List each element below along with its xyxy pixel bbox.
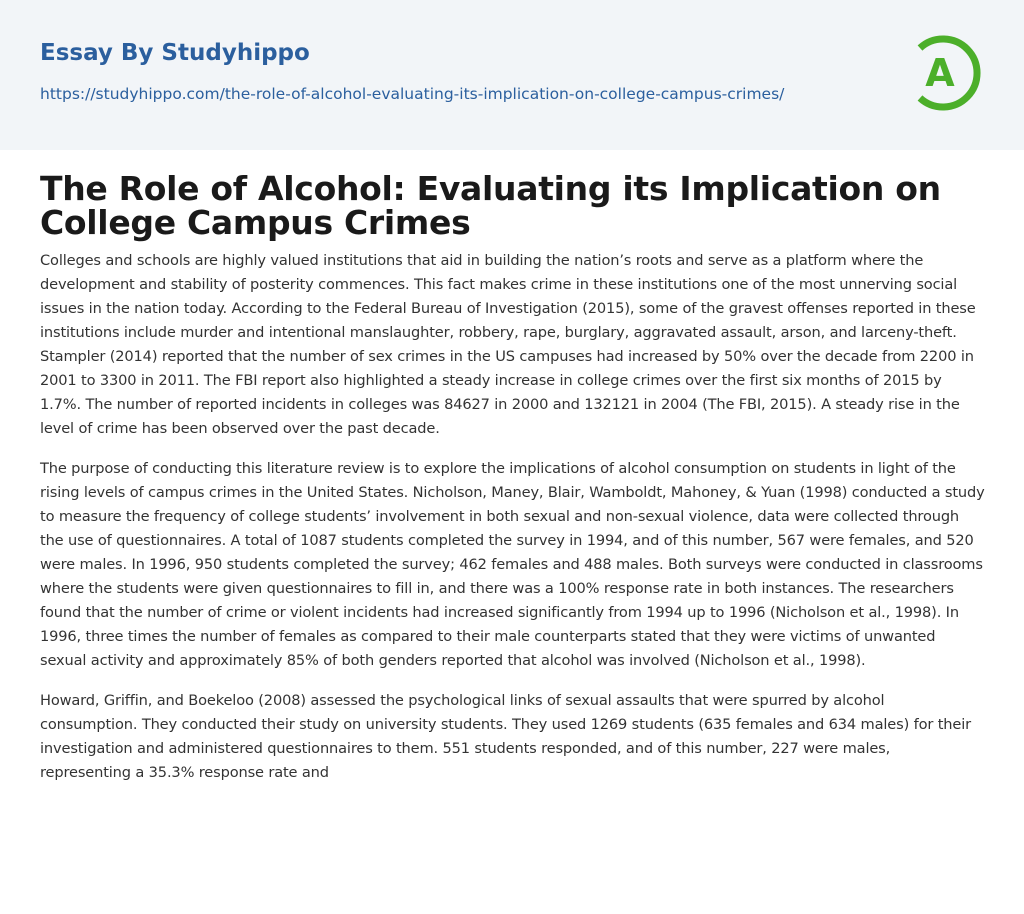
article-paragraph: Howard, Griffin, and Boekeloo (2008) assessed the psychological links of sexual assaults that were spurred by alcohol consumption. They conducted their study on university students. They used 1269 students (635 females and 634 males) for their investigation and administered questionnaires to them. 551 students responded, and of this number, 227 were males, representing a 35.3% response rate and [40,692,971,781]
logo-letter: A [925,51,955,95]
article-title: The Role of Alcohol: Evaluating its Implication on College Campus Crimes [40,169,941,242]
site-brand[interactable]: Essay By Studyhippo [40,40,310,66]
article-body [40,249,985,801]
article-paragraph: Colleges and schools are highly valued institutions that aid in building the nation’s roots and serve as a platform where the development and stability of posterity commences. This fact makes crime in these institutions one of the most unnerving social issues in the nation today. According to the Federal Bureau of Investigation (2015), some of the gravest offenses reported in these institutions include murder and intentional manslaughter, robbery, rape, burglary, aggravated assault, arson, and larceny-theft. Stampler (2014) reported that the number of sex crimes in the US campuses had increased by 50% over the decade from 2200 in 2001 to 3300 in 2011. The FBI report also highlighted a steady increase in college crimes over the first six months of 2015 by 1.7%. The number of reported incidents in colleges was 84627 in 2000 and 132121 in 2004 (The FBI, 2015). A steady rise in the level of crime has been observed over the past decade. [40,252,976,437]
article-url-link[interactable]: https://studyhippo.com/the-role-of-alcohol-evaluating-its-implication-on-college-campus-crimes/ [40,85,785,103]
studyhippo-logo-icon[interactable] [912,30,986,116]
article-paragraph: The purpose of conducting this literature review is to explore the implications of alcohol consumption on students in light of the rising levels of campus crimes in the United States. Nicholson, Maney, Blair, Wamboldt, Mahoney, & Yuan (1998) conducted a study to measure the frequency of college students’ involvement in both sexual and non-sexual violence, data were collected through the use of questionnaires. A total of 1087 students completed the survey in 1994, and of this number, 567 were females, and 520 were males. In 1996, 950 students completed the survey; 462 females and 488 males. Both surveys were conducted in classrooms where the students were given questionnaires to fill in, and there was a 100% response rate in both instances. The researchers found that the number of crime or violent incidents had increased significantly from 1994 up to 1996 (Nicholson et al., 1998). In 1996, three times the number of females as compared to their male counterparts stated that they were victims of unwanted sexual activity and approximately 85% of both genders reported that alcohol was involved (Nicholson et al., 1998). [40,460,985,669]
site-header [0,0,1024,150]
